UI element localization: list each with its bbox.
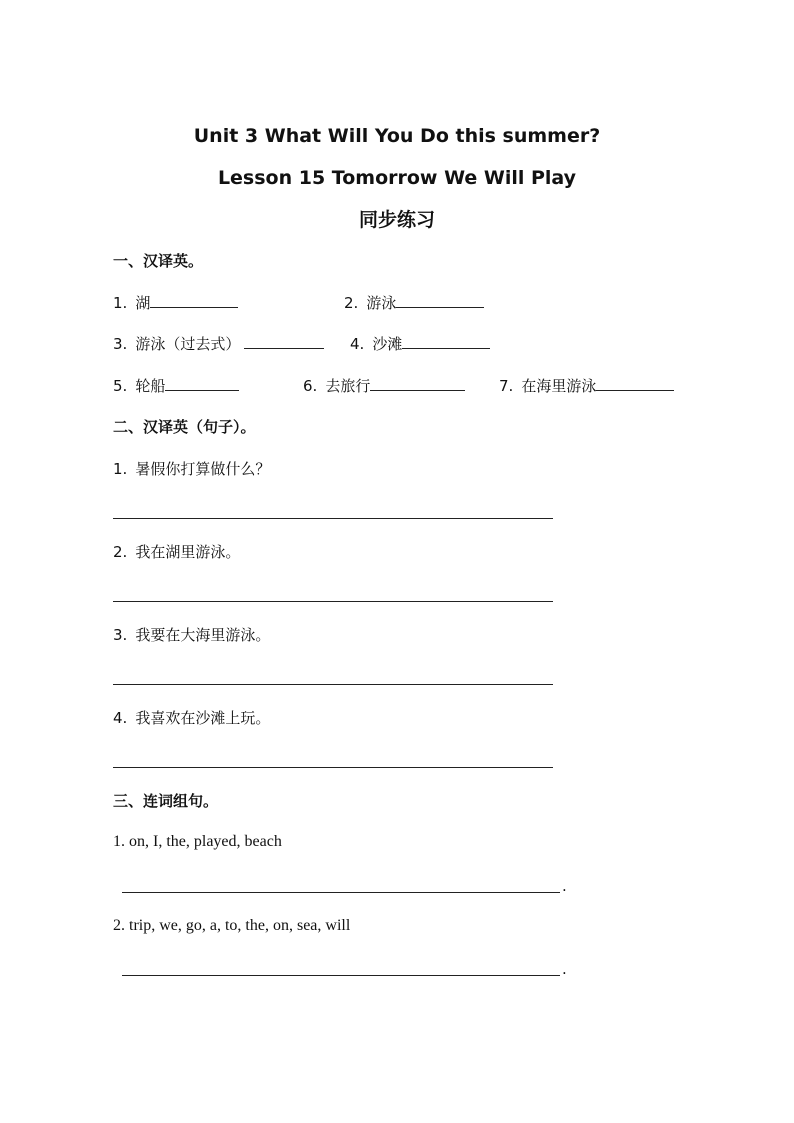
s2-item-4: [113, 708, 270, 728]
item-prompt: 暑假你打算做什么？: [135, 460, 271, 478]
answer-blank[interactable]: [396, 293, 484, 308]
s1-item-5: [113, 376, 239, 396]
worksheet-subtitle: 同步练习: [358, 209, 435, 231]
period-mark: .: [562, 960, 567, 978]
item-number: 6.: [303, 377, 318, 395]
period-mark: .: [562, 877, 567, 895]
item-number: 4.: [113, 709, 128, 727]
item-prompt: 在海里游泳: [521, 377, 597, 395]
item-number: 1.: [113, 460, 128, 478]
answer-blank[interactable]: [370, 376, 465, 391]
answer-line[interactable]: [113, 518, 553, 519]
lesson-title: Lesson 15 Tomorrow We Will Play: [217, 167, 577, 189]
item-prompt: 沙滩: [372, 335, 403, 353]
s1-item-6: [303, 376, 465, 396]
s2-item-3: [113, 625, 270, 645]
item-number: 5.: [113, 377, 128, 395]
item-prompt: 湖: [135, 294, 151, 312]
item-prompt: 我喜欢在沙滩上玩。: [135, 709, 271, 727]
section2-heading: 二、汉译英（句子）。: [113, 418, 256, 436]
item-prompt: 我在湖里游泳。: [135, 543, 241, 561]
s2-item-2: [113, 542, 240, 562]
answer-blank[interactable]: [402, 334, 490, 349]
s1-item-3: [113, 334, 324, 354]
answer-blank[interactable]: [244, 334, 324, 349]
s3-item-1: 1. on, I, the, played, beach: [113, 833, 282, 850]
s1-item-1: [113, 293, 238, 313]
s1-item-2: [344, 293, 484, 313]
s1-item-4: [350, 334, 490, 354]
item-prompt: 轮船: [135, 377, 166, 395]
item-prompt: 去旅行: [325, 377, 371, 395]
answer-blank[interactable]: [165, 376, 239, 391]
answer-line[interactable]: [122, 892, 560, 893]
item-number: 3.: [113, 335, 128, 353]
section1-heading: 一、汉译英。: [113, 252, 204, 270]
unit-title: Unit 3 What Will You Do this summer?: [193, 125, 601, 147]
s1-item-7: [499, 376, 674, 396]
item-number: 2.: [113, 543, 128, 561]
item-prompt: 游泳: [366, 294, 397, 312]
item-number: 4.: [350, 335, 365, 353]
item-number: 3.: [113, 626, 128, 644]
item-number: 7.: [499, 377, 514, 395]
s2-item-1: [113, 459, 270, 479]
item-number: 1.: [113, 294, 128, 312]
answer-line[interactable]: [113, 684, 553, 685]
answer-line[interactable]: [122, 975, 560, 976]
item-prompt: 我要在大海里游泳。: [135, 626, 271, 644]
answer-line[interactable]: [113, 767, 553, 768]
s3-item-2: 2. trip, we, go, a, to, the, on, sea, will: [113, 917, 351, 934]
answer-blank[interactable]: [150, 293, 238, 308]
answer-blank[interactable]: [596, 376, 674, 391]
item-number: 2.: [344, 294, 359, 312]
item-prompt: 游泳（过去式）: [135, 335, 241, 353]
section3-heading: 三、连词组句。: [113, 792, 219, 810]
answer-line[interactable]: [113, 601, 553, 602]
